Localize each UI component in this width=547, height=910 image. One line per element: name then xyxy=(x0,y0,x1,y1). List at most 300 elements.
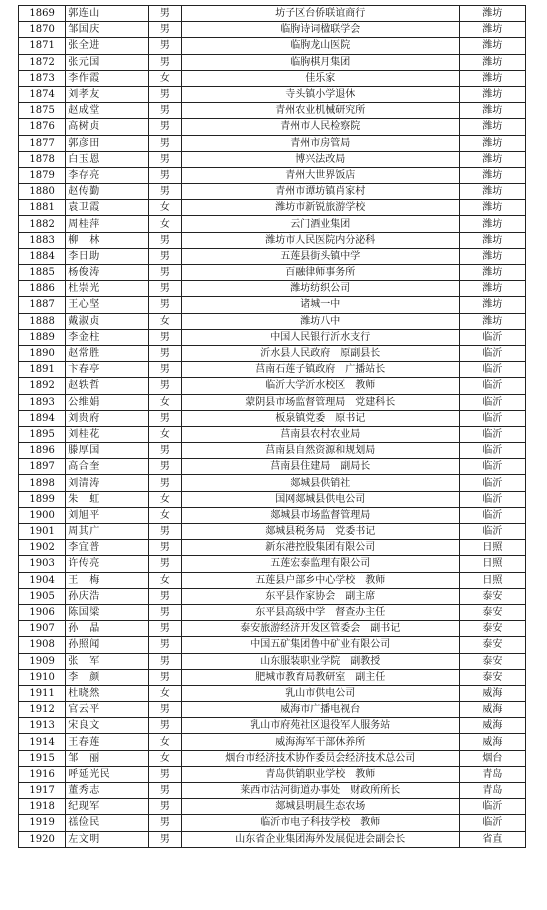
work-unit-cell: 坊子区台侨联谊商行 xyxy=(181,6,459,22)
gender-cell: 男 xyxy=(149,297,182,313)
work-unit-cell: 临朐诗词楹联学会 xyxy=(181,22,459,38)
gender-cell: 男 xyxy=(149,184,182,200)
work-unit-cell: 临沂大学沂水校区 教师 xyxy=(181,378,459,394)
table-row xyxy=(19,22,526,38)
table-row xyxy=(19,669,526,685)
row-number-cell: 1886 xyxy=(19,281,66,297)
row-number-cell: 1905 xyxy=(19,588,66,604)
name-cell: 孙庆浩 xyxy=(66,588,149,604)
gender-cell: 男 xyxy=(149,524,182,540)
table-row xyxy=(19,783,526,799)
gender-cell: 女 xyxy=(149,216,182,232)
table-row xyxy=(19,313,526,329)
row-number-cell: 1882 xyxy=(19,216,66,232)
table-row xyxy=(19,799,526,815)
work-unit-cell: 郯城县税务局 党委书记 xyxy=(181,524,459,540)
gender-cell: 男 xyxy=(149,54,182,70)
work-unit-cell: 莒南石莲子镇政府 广播站长 xyxy=(181,362,459,378)
row-number-cell: 1900 xyxy=(19,507,66,523)
gender-cell: 女 xyxy=(149,685,182,701)
row-number-cell: 1890 xyxy=(19,345,66,361)
work-unit-cell: 威海市广播电视台 xyxy=(181,702,459,718)
work-unit-cell: 板泉镇党委 原书记 xyxy=(181,410,459,426)
work-unit-cell: 青州市房管局 xyxy=(181,135,459,151)
name-cell: 袁卫霞 xyxy=(66,200,149,216)
work-unit-cell: 肥城市教育局教研室 副主任 xyxy=(181,669,459,685)
gender-cell: 女 xyxy=(149,313,182,329)
gender-cell: 女 xyxy=(149,70,182,86)
city-cell: 日照 xyxy=(459,540,525,556)
row-number-cell: 1907 xyxy=(19,621,66,637)
row-number-cell: 1881 xyxy=(19,200,66,216)
row-number-cell: 1887 xyxy=(19,297,66,313)
gender-cell: 男 xyxy=(149,345,182,361)
city-cell: 临沂 xyxy=(459,394,525,410)
row-number-cell: 1914 xyxy=(19,734,66,750)
gender-cell: 男 xyxy=(149,151,182,167)
name-cell: 卞春亭 xyxy=(66,362,149,378)
city-cell: 潍坊 xyxy=(459,103,525,119)
work-unit-cell: 东平县高级中学 督查办主任 xyxy=(181,604,459,620)
work-unit-cell: 五莲宏泰监理有限公司 xyxy=(181,556,459,572)
table-row xyxy=(19,556,526,572)
row-number-cell: 1912 xyxy=(19,702,66,718)
name-cell: 郭连山 xyxy=(66,6,149,22)
gender-cell: 男 xyxy=(149,783,182,799)
city-cell: 临沂 xyxy=(459,426,525,442)
city-cell: 临沂 xyxy=(459,459,525,475)
gender-cell: 男 xyxy=(149,22,182,38)
table-row xyxy=(19,362,526,378)
table-row xyxy=(19,443,526,459)
table-row xyxy=(19,200,526,216)
name-cell: 张元国 xyxy=(66,54,149,70)
row-number-cell: 1915 xyxy=(19,750,66,766)
work-unit-cell: 青州市谭坊镇肖家村 xyxy=(181,184,459,200)
table-row xyxy=(19,572,526,588)
row-number-cell: 1873 xyxy=(19,70,66,86)
gender-cell: 男 xyxy=(149,265,182,281)
table-row xyxy=(19,70,526,86)
work-unit-cell: 佳乐家 xyxy=(181,70,459,86)
table-row xyxy=(19,6,526,22)
name-cell: 杜晓然 xyxy=(66,685,149,701)
city-cell: 临沂 xyxy=(459,815,525,831)
row-number-cell: 1906 xyxy=(19,604,66,620)
city-cell: 潍坊 xyxy=(459,54,525,70)
name-cell: 杨俊涛 xyxy=(66,265,149,281)
row-number-cell: 1880 xyxy=(19,184,66,200)
gender-cell: 男 xyxy=(149,38,182,54)
city-cell: 泰安 xyxy=(459,637,525,653)
city-cell: 临沂 xyxy=(459,345,525,361)
gender-cell: 男 xyxy=(149,799,182,815)
city-cell: 临沂 xyxy=(459,524,525,540)
city-cell: 日照 xyxy=(459,572,525,588)
table-row xyxy=(19,378,526,394)
table-row xyxy=(19,588,526,604)
gender-cell: 男 xyxy=(149,702,182,718)
work-unit-cell: 莒南县自然资源和规划局 xyxy=(181,443,459,459)
city-cell: 威海 xyxy=(459,685,525,701)
name-cell: 白玉恩 xyxy=(66,151,149,167)
city-cell: 临沂 xyxy=(459,491,525,507)
city-cell: 潍坊 xyxy=(459,232,525,248)
gender-cell: 男 xyxy=(149,6,182,22)
work-unit-cell: 诸城一中 xyxy=(181,297,459,313)
work-unit-cell: 新东港控股集团有限公司 xyxy=(181,540,459,556)
table-row xyxy=(19,54,526,70)
city-cell: 威海 xyxy=(459,702,525,718)
row-number-cell: 1896 xyxy=(19,443,66,459)
row-number-cell: 1877 xyxy=(19,135,66,151)
city-cell: 威海 xyxy=(459,718,525,734)
gender-cell: 男 xyxy=(149,475,182,491)
work-unit-cell: 中国人民银行沂水支行 xyxy=(181,329,459,345)
work-unit-cell: 潍坊纺织公司 xyxy=(181,281,459,297)
work-unit-cell: 青州大世界饭店 xyxy=(181,167,459,183)
city-cell: 潍坊 xyxy=(459,119,525,135)
city-cell: 潍坊 xyxy=(459,22,525,38)
name-cell: 赵轶哲 xyxy=(66,378,149,394)
row-number-cell: 1891 xyxy=(19,362,66,378)
work-unit-cell: 威海海军干部休养所 xyxy=(181,734,459,750)
table-row xyxy=(19,653,526,669)
name-cell: 高树贞 xyxy=(66,119,149,135)
name-cell: 高合奎 xyxy=(66,459,149,475)
table-row xyxy=(19,248,526,264)
gender-cell: 男 xyxy=(149,119,182,135)
gender-cell: 男 xyxy=(149,378,182,394)
row-number-cell: 1902 xyxy=(19,540,66,556)
row-number-cell: 1870 xyxy=(19,22,66,38)
table-row xyxy=(19,394,526,410)
table-row xyxy=(19,426,526,442)
name-cell: 朱 虹 xyxy=(66,491,149,507)
gender-cell: 女 xyxy=(149,734,182,750)
table-row xyxy=(19,459,526,475)
gender-cell: 女 xyxy=(149,507,182,523)
table-row xyxy=(19,103,526,119)
work-unit-cell: 莒南县住建局 副局长 xyxy=(181,459,459,475)
work-unit-cell: 山东服装职业学院 副教授 xyxy=(181,653,459,669)
work-unit-cell: 潍坊市新锐旅游学校 xyxy=(181,200,459,216)
name-cell: 董秀志 xyxy=(66,783,149,799)
city-cell: 潍坊 xyxy=(459,135,525,151)
work-unit-cell: 寺头镇小学退休 xyxy=(181,86,459,102)
name-cell: 戴淑贞 xyxy=(66,313,149,329)
work-unit-cell: 泰安旅游经济开发区管委会 副书记 xyxy=(181,621,459,637)
row-number-cell: 1898 xyxy=(19,475,66,491)
table-row xyxy=(19,540,526,556)
work-unit-cell: 乳山市府苑社区退役军人服务站 xyxy=(181,718,459,734)
name-cell: 王 梅 xyxy=(66,572,149,588)
row-number-cell: 1892 xyxy=(19,378,66,394)
gender-cell: 女 xyxy=(149,200,182,216)
city-cell: 临沂 xyxy=(459,507,525,523)
gender-cell: 男 xyxy=(149,669,182,685)
work-unit-cell: 五莲县户部乡中心学校 教师 xyxy=(181,572,459,588)
work-unit-cell: 博兴法改局 xyxy=(181,151,459,167)
gender-cell: 男 xyxy=(149,459,182,475)
city-cell: 省直 xyxy=(459,831,525,847)
gender-cell: 男 xyxy=(149,103,182,119)
row-number-cell: 1884 xyxy=(19,248,66,264)
row-number-cell: 1918 xyxy=(19,799,66,815)
table-row xyxy=(19,184,526,200)
row-number-cell: 1916 xyxy=(19,766,66,782)
city-cell: 日照 xyxy=(459,556,525,572)
name-cell: 刘贵府 xyxy=(66,410,149,426)
name-cell: 滕厚国 xyxy=(66,443,149,459)
row-number-cell: 1889 xyxy=(19,329,66,345)
city-cell: 潍坊 xyxy=(459,297,525,313)
gender-cell: 男 xyxy=(149,329,182,345)
table-row xyxy=(19,702,526,718)
table-row xyxy=(19,766,526,782)
name-cell: 刘旭平 xyxy=(66,507,149,523)
city-cell: 潍坊 xyxy=(459,281,525,297)
table-row xyxy=(19,524,526,540)
work-unit-cell: 莒南县农村农业局 xyxy=(181,426,459,442)
row-number-cell: 1908 xyxy=(19,637,66,653)
city-cell: 潍坊 xyxy=(459,200,525,216)
work-unit-cell: 五莲县街头镇中学 xyxy=(181,248,459,264)
name-cell: 呼延光民 xyxy=(66,766,149,782)
gender-cell: 男 xyxy=(149,766,182,782)
row-number-cell: 1911 xyxy=(19,685,66,701)
city-cell: 潍坊 xyxy=(459,86,525,102)
city-cell: 临沂 xyxy=(459,410,525,426)
row-number-cell: 1901 xyxy=(19,524,66,540)
name-cell: 张 军 xyxy=(66,653,149,669)
gender-cell: 男 xyxy=(149,410,182,426)
name-cell: 张全进 xyxy=(66,38,149,54)
row-number-cell: 1885 xyxy=(19,265,66,281)
city-cell: 临沂 xyxy=(459,378,525,394)
table-row xyxy=(19,734,526,750)
table-row xyxy=(19,604,526,620)
work-unit-cell: 青州农业机械研究所 xyxy=(181,103,459,119)
work-unit-cell: 东平县作家协会 副主席 xyxy=(181,588,459,604)
name-cell: 邹 丽 xyxy=(66,750,149,766)
work-unit-cell: 中国五矿集团鲁中矿业有限公司 xyxy=(181,637,459,653)
city-cell: 青岛 xyxy=(459,783,525,799)
work-unit-cell: 莱西市沽河街道办事处 财政所所长 xyxy=(181,783,459,799)
gender-cell: 男 xyxy=(149,281,182,297)
gender-cell: 男 xyxy=(149,540,182,556)
name-cell: 刘桂花 xyxy=(66,426,149,442)
row-number-cell: 1872 xyxy=(19,54,66,70)
gender-cell: 男 xyxy=(149,443,182,459)
name-cell: 官云平 xyxy=(66,702,149,718)
city-cell: 泰安 xyxy=(459,588,525,604)
gender-cell: 男 xyxy=(149,86,182,102)
name-cell: 许传亮 xyxy=(66,556,149,572)
gender-cell: 男 xyxy=(149,653,182,669)
row-number-cell: 1875 xyxy=(19,103,66,119)
row-number-cell: 1894 xyxy=(19,410,66,426)
name-cell: 纪现军 xyxy=(66,799,149,815)
name-cell: 周桂萍 xyxy=(66,216,149,232)
city-cell: 潍坊 xyxy=(459,151,525,167)
city-cell: 泰安 xyxy=(459,653,525,669)
gender-cell: 女 xyxy=(149,572,182,588)
work-unit-cell: 国网郯城县供电公司 xyxy=(181,491,459,507)
work-unit-cell: 云门酒业集团 xyxy=(181,216,459,232)
city-cell: 潍坊 xyxy=(459,167,525,183)
name-cell: 王春莲 xyxy=(66,734,149,750)
table-row xyxy=(19,507,526,523)
table-row xyxy=(19,410,526,426)
row-number-cell: 1920 xyxy=(19,831,66,847)
gender-cell: 男 xyxy=(149,588,182,604)
name-cell: 王心坚 xyxy=(66,297,149,313)
work-unit-cell: 沂水县人民政府 原副县长 xyxy=(181,345,459,361)
city-cell: 潍坊 xyxy=(459,6,525,22)
gender-cell: 男 xyxy=(149,637,182,653)
gender-cell: 女 xyxy=(149,750,182,766)
table-row xyxy=(19,685,526,701)
work-unit-cell: 临沂市电子科技学校 教师 xyxy=(181,815,459,831)
city-cell: 潍坊 xyxy=(459,313,525,329)
city-cell: 临沂 xyxy=(459,799,525,815)
city-cell: 威海 xyxy=(459,734,525,750)
table-row xyxy=(19,329,526,345)
table-row xyxy=(19,475,526,491)
row-number-cell: 1869 xyxy=(19,6,66,22)
name-cell: 郭彦田 xyxy=(66,135,149,151)
table-row xyxy=(19,345,526,361)
row-number-cell: 1871 xyxy=(19,38,66,54)
name-cell: 李宜普 xyxy=(66,540,149,556)
name-cell: 左文明 xyxy=(66,831,149,847)
table-row xyxy=(19,491,526,507)
gender-cell: 男 xyxy=(149,718,182,734)
city-cell: 泰安 xyxy=(459,604,525,620)
city-cell: 临沂 xyxy=(459,475,525,491)
table-row xyxy=(19,831,526,847)
gender-cell: 男 xyxy=(149,815,182,831)
gender-cell: 男 xyxy=(149,232,182,248)
work-unit-cell: 郯城县市场监督管理局 xyxy=(181,507,459,523)
work-unit-cell: 潍坊市人民医院内分泌科 xyxy=(181,232,459,248)
row-number-cell: 1876 xyxy=(19,119,66,135)
table-row xyxy=(19,216,526,232)
work-unit-cell: 临朐龙山医院 xyxy=(181,38,459,54)
gender-cell: 女 xyxy=(149,394,182,410)
name-cell: 孙照闻 xyxy=(66,637,149,653)
gender-cell: 女 xyxy=(149,491,182,507)
gender-cell: 女 xyxy=(149,426,182,442)
work-unit-cell: 烟台市经济技术协作委员会经济技术总公司 xyxy=(181,750,459,766)
table-row xyxy=(19,86,526,102)
city-cell: 临沂 xyxy=(459,443,525,459)
row-number-cell: 1883 xyxy=(19,232,66,248)
table-row xyxy=(19,265,526,281)
work-unit-cell: 青岛供销职业学校 教师 xyxy=(181,766,459,782)
work-unit-cell: 郯城县明晨生态农场 xyxy=(181,799,459,815)
gender-cell: 男 xyxy=(149,604,182,620)
work-unit-cell: 郯城县供销社 xyxy=(181,475,459,491)
city-cell: 泰安 xyxy=(459,621,525,637)
work-unit-cell: 乳山市供电公司 xyxy=(181,685,459,701)
row-number-cell: 1917 xyxy=(19,783,66,799)
row-number-cell: 1893 xyxy=(19,394,66,410)
row-number-cell: 1909 xyxy=(19,653,66,669)
table-row xyxy=(19,135,526,151)
name-cell: 刘清涛 xyxy=(66,475,149,491)
table-row xyxy=(19,297,526,313)
gender-cell: 男 xyxy=(149,831,182,847)
city-cell: 潍坊 xyxy=(459,184,525,200)
table-row xyxy=(19,232,526,248)
name-cell: 赵成堂 xyxy=(66,103,149,119)
name-cell: 李作霞 xyxy=(66,70,149,86)
work-unit-cell: 山东省企业集团海外发展促进会副会长 xyxy=(181,831,459,847)
work-unit-cell: 蒙阴县市场监督管理局 党建科长 xyxy=(181,394,459,410)
row-number-cell: 1895 xyxy=(19,426,66,442)
name-cell: 宋良文 xyxy=(66,718,149,734)
row-number-cell: 1888 xyxy=(19,313,66,329)
city-cell: 潍坊 xyxy=(459,248,525,264)
table-row xyxy=(19,281,526,297)
name-cell: 赵常胜 xyxy=(66,345,149,361)
name-cell: 禚俭民 xyxy=(66,815,149,831)
table-row xyxy=(19,167,526,183)
name-cell: 周其广 xyxy=(66,524,149,540)
city-cell: 潍坊 xyxy=(459,38,525,54)
table-row xyxy=(19,151,526,167)
row-number-cell: 1919 xyxy=(19,815,66,831)
table-row xyxy=(19,621,526,637)
roster-table-body xyxy=(19,6,526,848)
table-row xyxy=(19,637,526,653)
city-cell: 潍坊 xyxy=(459,216,525,232)
row-number-cell: 1903 xyxy=(19,556,66,572)
row-number-cell: 1878 xyxy=(19,151,66,167)
gender-cell: 男 xyxy=(149,362,182,378)
work-unit-cell: 百融律师事务所 xyxy=(181,265,459,281)
row-number-cell: 1879 xyxy=(19,167,66,183)
name-cell: 邹国庆 xyxy=(66,22,149,38)
name-cell: 刘孝友 xyxy=(66,86,149,102)
row-number-cell: 1910 xyxy=(19,669,66,685)
name-cell: 杜崇光 xyxy=(66,281,149,297)
table-row xyxy=(19,815,526,831)
row-number-cell: 1897 xyxy=(19,459,66,475)
city-cell: 潍坊 xyxy=(459,70,525,86)
city-cell: 青岛 xyxy=(459,766,525,782)
work-unit-cell: 青州市人民检察院 xyxy=(181,119,459,135)
name-cell: 公维娟 xyxy=(66,394,149,410)
row-number-cell: 1913 xyxy=(19,718,66,734)
table-row xyxy=(19,119,526,135)
city-cell: 烟台 xyxy=(459,750,525,766)
name-cell: 赵传勤 xyxy=(66,184,149,200)
name-cell: 孙 晶 xyxy=(66,621,149,637)
roster-table xyxy=(18,5,526,848)
table-row xyxy=(19,718,526,734)
row-number-cell: 1899 xyxy=(19,491,66,507)
row-number-cell: 1874 xyxy=(19,86,66,102)
name-cell: 李金柱 xyxy=(66,329,149,345)
name-cell: 李存亮 xyxy=(66,167,149,183)
work-unit-cell: 潍坊八中 xyxy=(181,313,459,329)
city-cell: 临沂 xyxy=(459,362,525,378)
city-cell: 泰安 xyxy=(459,669,525,685)
name-cell: 李日助 xyxy=(66,248,149,264)
